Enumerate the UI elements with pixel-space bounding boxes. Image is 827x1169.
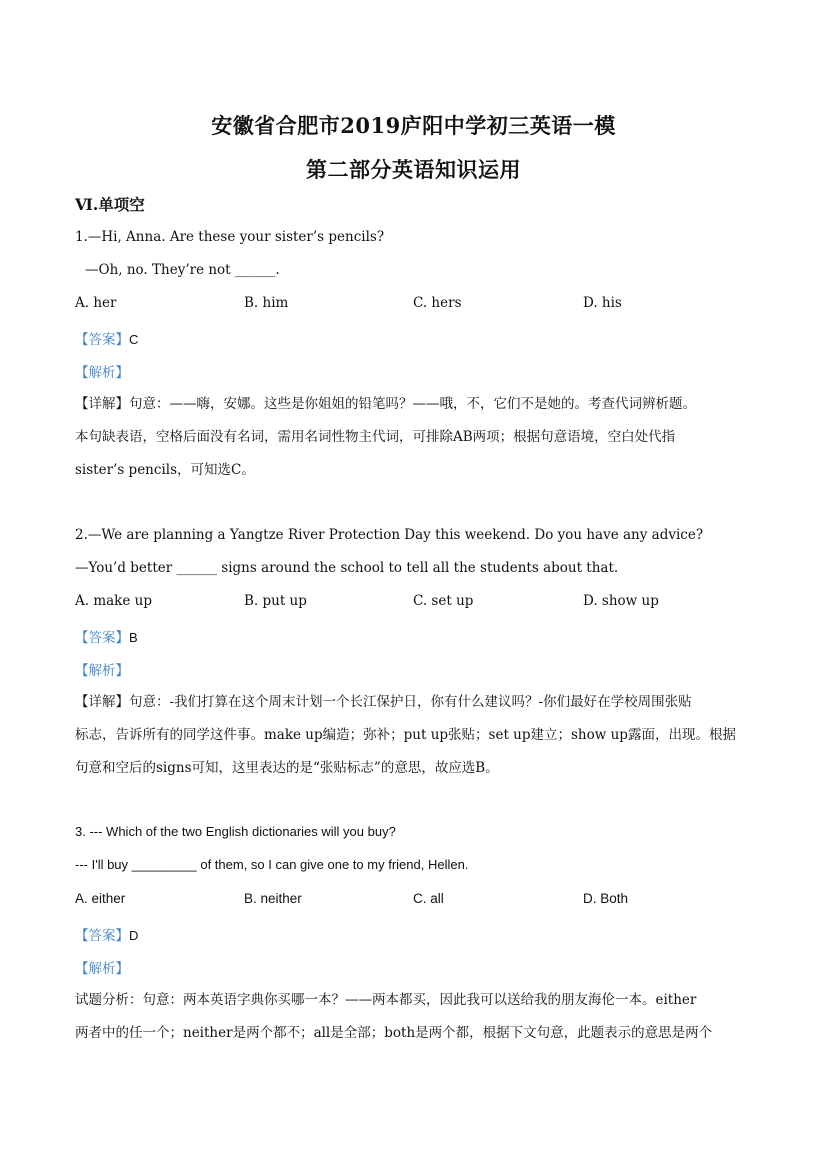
answer-label: 【答案】 xyxy=(75,928,129,944)
q2-detail-line1: 句意：-我们打算在这个周末计划一个长江保护日，你有什么建议吗？-你们最好在学校周围张贴 xyxy=(129,694,692,710)
q2-answer xyxy=(75,626,138,646)
q3-stem-line2: --- I'll buy _________ of them, so I can give one to my friend, Hellen. xyxy=(75,857,469,872)
answer-label: 【答案】 xyxy=(75,332,129,348)
q2-detail-line3: 句意和空后的signs可知，这里表达的是“张贴标志”的意思，故应选B。 xyxy=(75,760,499,776)
q2-analysis-label: 【解析】 xyxy=(75,663,129,679)
q2-detail xyxy=(75,686,753,785)
q2-option-b: B. put up xyxy=(244,593,307,609)
answer-value: B xyxy=(129,630,138,645)
q2-stem-line1: 2.—We are planning a Yangtze River Protection Day this weekend. Do you have any advice? xyxy=(75,527,704,543)
q1-detail xyxy=(75,388,753,487)
document-title: 安徽省合肥市2019庐阳中学初三英语一模 xyxy=(211,113,616,138)
q1-option-b: B. him xyxy=(244,295,289,311)
document-subtitle: 第二部分英语知识运用 xyxy=(306,157,521,182)
q1-option-c: C. hers xyxy=(413,295,462,311)
q3-option-b: B. neither xyxy=(244,891,302,906)
q3-answer xyxy=(75,924,138,944)
q1-detail-line2: 本句缺表语，空格后面没有名词，需用名词性物主代词，可排除AB两项；根据句意语境，空白处代指 xyxy=(75,429,676,445)
q1-analysis-label: 【解析】 xyxy=(75,365,129,381)
q2-option-a: A. make up xyxy=(75,593,152,609)
q1-detail-line1: 句意：——嗨，安娜。这些是你姐姐的铅笔吗？——哦，不，它们不是她的。考查代词辨析题。 xyxy=(129,396,696,412)
q2-detail-line2: 标志，告诉所有的同学这件事。make up编造；弥补；put up张贴；set up建立；show up露面，出现。根据 xyxy=(75,727,736,743)
q3-analysis xyxy=(75,984,753,1050)
q3-option-d: D. Both xyxy=(583,891,629,906)
q1-stem-line2: —Oh, no. They’re not ______. xyxy=(85,262,280,278)
detail-label: 【详解】 xyxy=(75,396,129,412)
answer-value: C xyxy=(129,332,139,347)
answer-label: 【答案】 xyxy=(75,630,129,646)
q1-option-d: D. his xyxy=(583,295,622,311)
q3-analysis-line2: 两者中的任一个；neither是两个都不；all是全部；both是两个都，根据下文句意，此题表示的意思是两个 xyxy=(75,1025,713,1041)
q3-stem-line1: 3. --- Which of the two English dictionaries will you buy? xyxy=(75,824,396,839)
q3-analysis-line1: 试题分析：句意：两本英语字典你买哪一本？——两本都买，因此我可以送给我的朋友海伦一本。either xyxy=(75,992,697,1008)
detail-label: 【详解】 xyxy=(75,694,129,710)
q1-stem-line1: 1.—Hi, Anna. Are these your sister’s pencils? xyxy=(75,229,385,245)
answer-value: D xyxy=(129,928,139,943)
q3-option-a: A. either xyxy=(75,891,126,906)
q1-answer xyxy=(75,328,138,348)
section-heading: Ⅵ.单项空 xyxy=(75,195,145,214)
q1-option-a: A. her xyxy=(75,295,117,311)
q3-analysis-label: 【解析】 xyxy=(75,961,129,977)
q2-option-d: D. show up xyxy=(583,593,659,609)
q3-option-c: C. all xyxy=(413,891,444,906)
q1-detail-line3: sister’s pencils，可知选C。 xyxy=(75,462,255,478)
q2-option-c: C. set up xyxy=(413,593,474,609)
q2-stem-line2: —You’d better ______ signs around the school to tell all the students about that. xyxy=(75,560,619,576)
